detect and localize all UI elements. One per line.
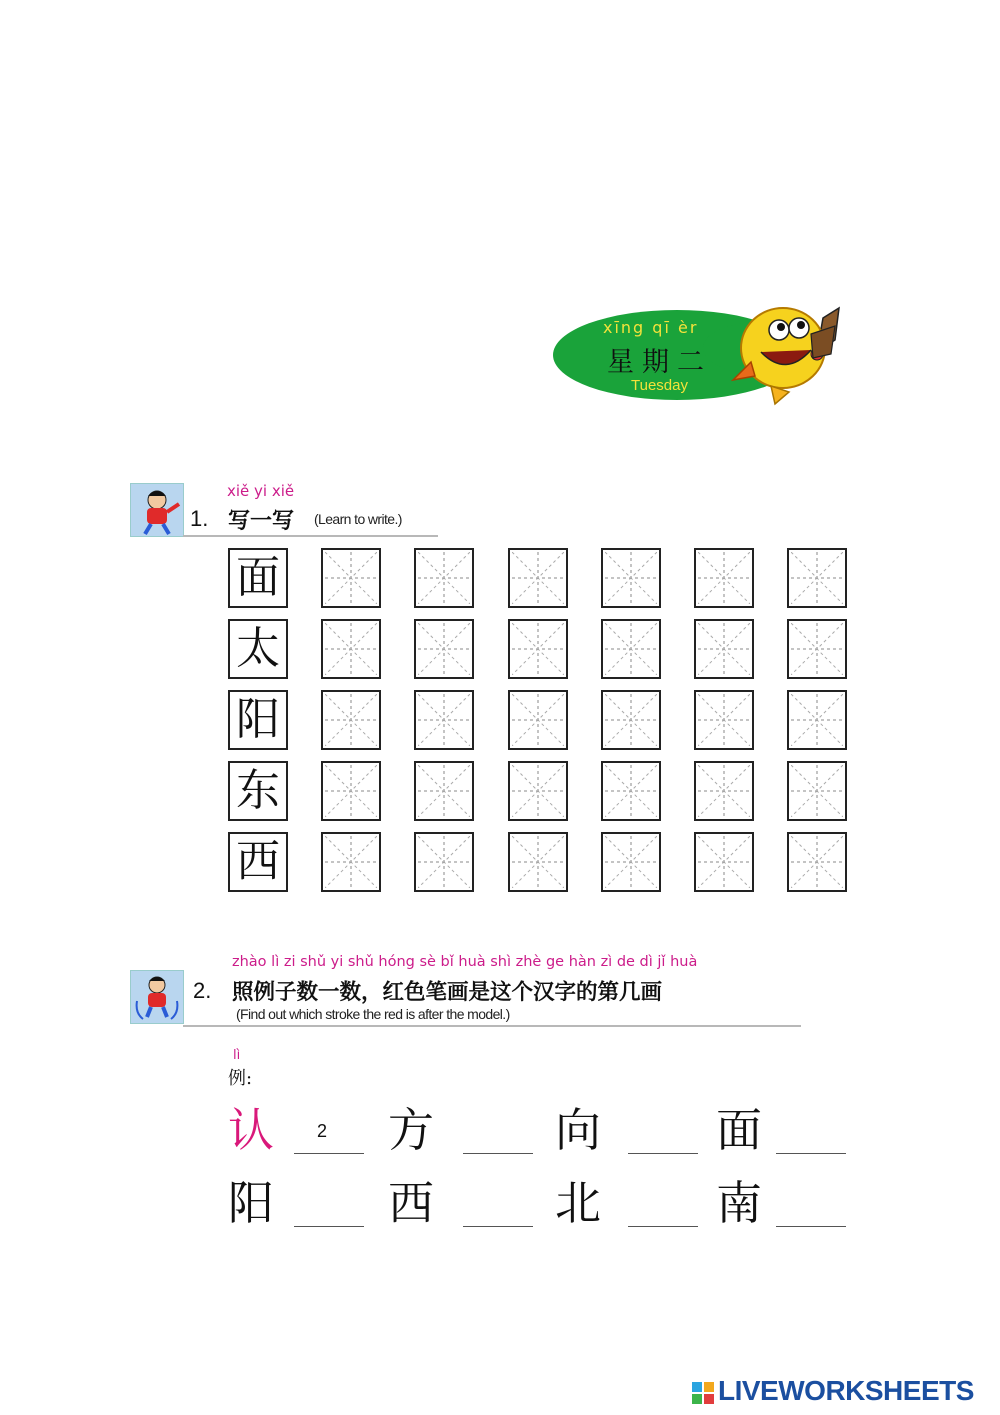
section1-instruction: (Learn to write.): [314, 511, 402, 527]
example-pinyin: lì: [233, 1048, 241, 1063]
practice-cell[interactable]: [321, 832, 381, 892]
practice-cell[interactable]: [787, 619, 847, 679]
section2-instruction: (Find out which stroke the red is after the model.): [236, 1006, 510, 1022]
practice-cell[interactable]: [787, 832, 847, 892]
practice-cell[interactable]: [694, 619, 754, 679]
practice-cell[interactable]: [321, 619, 381, 679]
model-character-cell: [228, 619, 288, 679]
answer-blank[interactable]: [463, 1153, 533, 1154]
answer-blank[interactable]: [294, 1153, 364, 1154]
practice-cell[interactable]: [601, 761, 661, 821]
model-character-cell: [228, 832, 288, 892]
model-character-cell: [228, 548, 288, 608]
badge-title: 星期二: [607, 347, 712, 378]
practice-cell[interactable]: [694, 761, 754, 821]
stroke-character: 认: [228, 1103, 274, 1157]
practice-cell[interactable]: [787, 761, 847, 821]
model-character: 东: [236, 765, 280, 816]
practice-cell[interactable]: [694, 690, 754, 750]
footer-brand-text: LIVEWORKSHEETS: [718, 1375, 974, 1406]
answer-blank[interactable]: [463, 1226, 533, 1227]
answer-blank[interactable]: [776, 1153, 846, 1154]
model-character: 面: [236, 552, 280, 603]
section2-number: 2.: [193, 978, 212, 1003]
section1-underline: [183, 535, 438, 537]
model-character: 西: [236, 836, 280, 887]
practice-cell[interactable]: [787, 690, 847, 750]
answer-blank[interactable]: [776, 1226, 846, 1227]
badge-subtitle: Tuesday: [631, 377, 688, 394]
practice-cell[interactable]: [601, 832, 661, 892]
answer-blank[interactable]: [628, 1226, 698, 1227]
practice-cell[interactable]: [694, 548, 754, 608]
stroke-character: 南: [716, 1176, 762, 1230]
section1-number: 1.: [190, 506, 209, 531]
practice-cell[interactable]: [694, 832, 754, 892]
section2-underline: [183, 1025, 801, 1027]
example-answer: 2: [317, 1121, 328, 1141]
section1-title: 写一写: [228, 508, 295, 534]
stroke-character: 向: [555, 1103, 601, 1157]
practice-cell[interactable]: [414, 548, 474, 608]
stroke-character: 西: [388, 1176, 434, 1230]
model-character-cell: [228, 690, 288, 750]
model-character: 太: [236, 623, 280, 674]
day-badge: [553, 300, 863, 400]
fish-mascot-icon: [731, 300, 861, 410]
answer-blank[interactable]: [628, 1153, 698, 1154]
section2-title: 照例子数一数，红色笔画是这个汉字的第几画: [232, 980, 663, 1005]
stroke-character: 方: [388, 1103, 434, 1157]
practice-cell[interactable]: [414, 619, 474, 679]
model-character-cell: [228, 761, 288, 821]
example-label: 例:: [228, 1068, 253, 1089]
practice-cell[interactable]: [508, 832, 568, 892]
practice-cell[interactable]: [414, 761, 474, 821]
liveworksheets-logo-icon: [692, 1382, 714, 1404]
practice-cell[interactable]: [321, 761, 381, 821]
practice-cell[interactable]: [508, 548, 568, 608]
footer-brand: [692, 1375, 974, 1407]
practice-cell[interactable]: [414, 690, 474, 750]
model-character: 阳: [236, 694, 280, 745]
practice-cell[interactable]: [787, 548, 847, 608]
practice-cell[interactable]: [414, 832, 474, 892]
practice-cell[interactable]: [601, 548, 661, 608]
counting-kid-icon: [130, 970, 184, 1024]
practice-cell[interactable]: [321, 690, 381, 750]
badge-pinyin: xīng qī èr: [603, 318, 699, 337]
practice-cell[interactable]: [601, 619, 661, 679]
practice-cell[interactable]: [508, 690, 568, 750]
section1-pinyin: xiě yi xiě: [227, 482, 295, 500]
stroke-character: 面: [716, 1103, 762, 1157]
practice-cell[interactable]: [508, 619, 568, 679]
practice-cell[interactable]: [601, 690, 661, 750]
stroke-character: 北: [555, 1176, 601, 1230]
practice-cell[interactable]: [508, 761, 568, 821]
stroke-character: 阳: [228, 1176, 274, 1230]
practice-cell[interactable]: [321, 548, 381, 608]
answer-blank[interactable]: [294, 1226, 364, 1227]
section2-pinyin: zhào lì zi shǔ yi shǔ hóng sè bǐ huà shì zhè ge hàn zì de dì jǐ huà: [232, 954, 698, 970]
writing-kid-icon: [130, 483, 184, 537]
